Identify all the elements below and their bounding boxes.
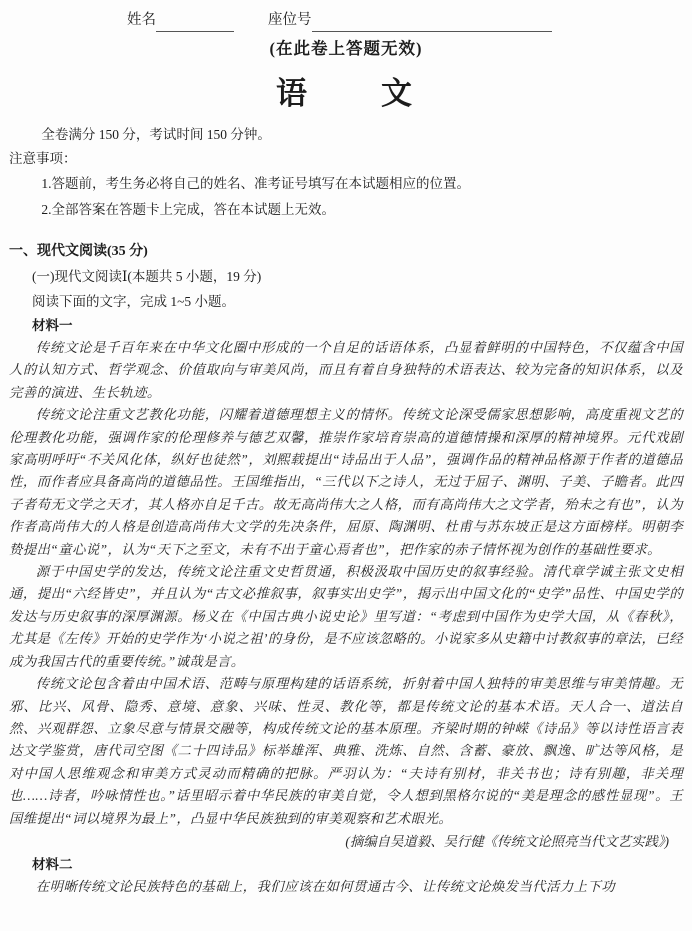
note-item-2: 2.全部答案在答题卡上完成，答在本试题上无效。 [41,202,336,217]
reading-instruction: 阅读下面的文字，完成 1~5 小题。 [32,294,236,309]
section-heading: 一、现代文阅读(35 分) [9,244,148,259]
material-1-paragraph: 传统文论是千百年来在中华文化圈中形成的一个自足的话语体系，凸显着鲜明的中国特色，不仅蕴含中国人的认知方式、哲学观念、价值取向与审美风尚，而且有着自身独特的术语表达、较为完备的知识体系，以及完善的演进、生长轨迹。 [9,340,683,400]
name-label: 姓名 [127,12,156,28]
material-1-attribution: (摘编自吴道毅、吴行健《传统文论照亮当代文艺实践》) [345,833,669,849]
material-1-paragraph: 源于中国史学的发达，传统文论注重文史哲贯通，积极汲取中国历史的叙事经验。清代章学诚主张文史相通，提出“六经皆史”，并且认为“古文必推叙事，叙事实出史学”，揭示出中国文化的“史学”品性、中国史学的发达与历史叙事的深厚渊源。杨义在《中国古典小说史论》里写道：“考虑到中国作为史学大国，从《春秋》，尤其是《左传》开始的史学作为‘小说之祖’的身份，是不应该忽略的。小说家多从史籍中讨教叙事的章法，已经成为我国古代的重要传统。”诚哉是言。 [9,564,683,669]
invalid-notice: (在此卷上答题无效) [269,39,423,58]
material-1-paragraph: 传统文论注重文艺教化功能，闪耀着道德理想主义的情怀。传统文论深受儒家思想影响，高度重视文艺的伦理教化功能，强调作家的伦理修养与德艺双馨，推崇作家培育崇高的道德情操和深厚的精神境界。元代戏剧家高明呼吁“不关风化体，纵好也徒然”，刘熙载提出“诗品出于人品”，强调作品的精神品格源于作者的道德品性，而作者应具备高尚的道德品性。王国维指出，“三代以下之诗人，无过于屈子、渊明、子美、子瞻者。此四子者苟无文学之天才，其人格亦自足千古。故无高尚伟大之人格，而有高尚伟大之文学者，殆未之有也”，认为作者高尚伟大的人格是创造高尚伟大文学的先决条件，屈原、陶渊明、杜甫与苏东坡正是这方面榜样。明朝李贽提出“童心说”，认为“天下之至文，未有不出于童心焉者也”，把作家的赤子情怀视为创作的基础性要求。 [9,407,683,557]
name-field-line [156,15,234,32]
seat-field-line [312,15,552,32]
exam-title: 语 文 [276,76,416,111]
seat-label: 座位号 [268,12,312,28]
subsection-heading: (一)现代文阅读Ⅰ(本题共 5 小题，19 分) [32,269,262,284]
material-1-heading: 材料一 [32,318,73,333]
notes-heading: 注意事项： [9,151,77,166]
note-item-1: 1.答题前，考生务必将自己的姓名、准考证号填写在本试题相应的位置。 [41,176,471,191]
material-2-heading: 材料二 [32,856,73,872]
material-2-paragraph: 在明晰传统文论民族特色的基础上，我们应该在如何贯通古今、让传统文论焕发当代活力上下功 [35,878,615,894]
exam-info: 全卷满分 150 分，考试时间 150 分钟。 [41,127,271,142]
material-1-paragraph: 传统文论包含着由中国术语、范畴与原理构建的话语系统，折射着中国人独特的审美思维与审美情趣。无邪、比兴、风骨、隐秀、意境、意象、兴味、性灵、教化等，都是传统文论的基本术语。天人合一、道法自然、兴观群怨、立象尽意与情景交融等，构成传统文论的基本原理。齐梁时期的钟嵘《诗品》等以诗性语言表达文学鉴赏，唐代司空图《二十四诗品》标举雄浑、典雅、洗炼、自然、含蓄、豪放、飘逸、旷达等风格，是对中国人思维观念和审美方式灵动而精确的把脉。严羽认为：“夫诗有别材，非关书也；诗有别趣，非关理也……诗者，吟咏情性也。”话里昭示着中华民族的审美自觉，令人想到黑格尔说的“美是理念的感性显现”。王国维提出“词以境界为最上”，凸显中华民族独到的审美观察和艺术眼光。 [9,676,683,826]
candidate-info-row [127,8,683,32]
